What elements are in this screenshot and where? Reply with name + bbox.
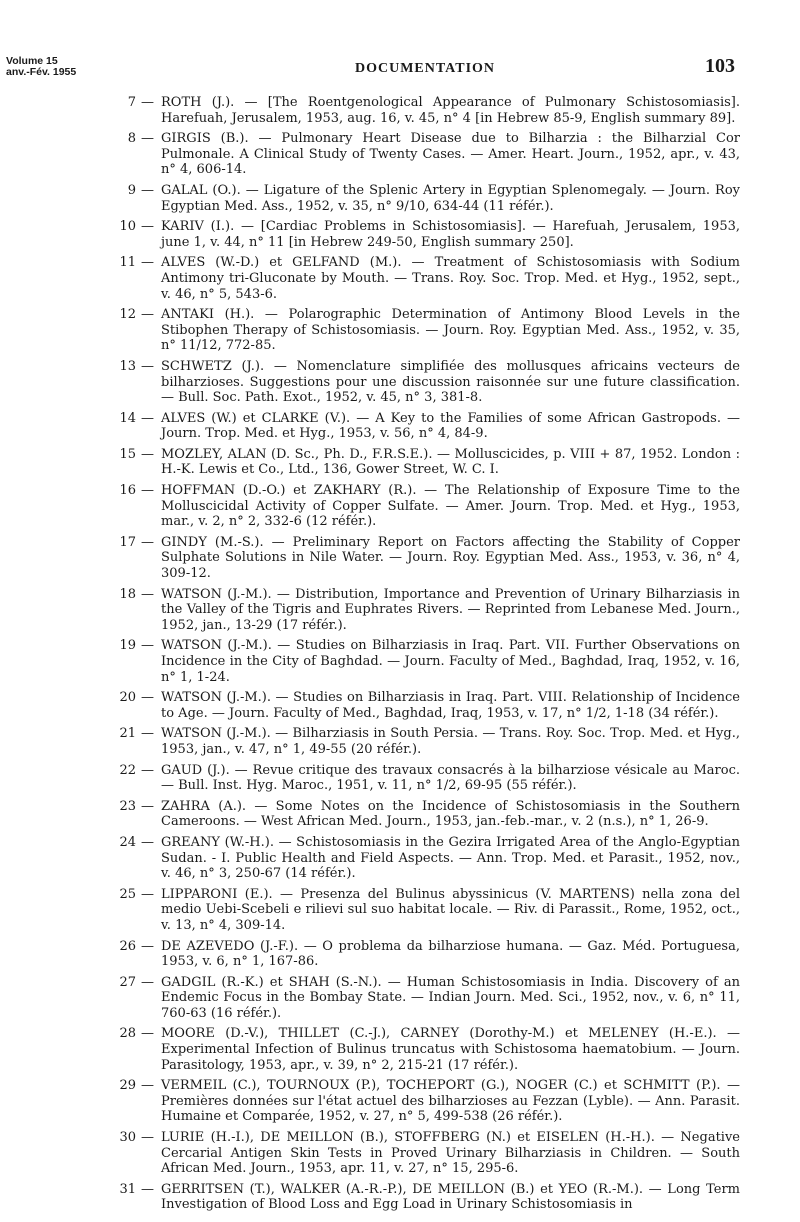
reference-number: 16 <box>119 483 136 499</box>
reference-text: DE AZEVEDO (J.-F.). — O problema da bilharziose humana. — Gaz. Méd. Portuguesa, 1953, v. 6, n° 1, 167-86. <box>161 938 740 970</box>
reference-number: 21 <box>119 726 136 742</box>
volume-info <box>6 56 76 78</box>
reference-number: 29 <box>119 1078 136 1094</box>
reference-text: ZAHRA (A.). — Some Notes on the Incidence of Schistosomiasis in the Southern Cameroons. — West African Med. Journ., 1953, jan.-feb.-mar., v. 2 (n.s.), n° 1, 26-9. <box>161 798 740 830</box>
reference-text: HOFFMAN (D.-O.) et ZAKHARY (R.). — The Relationship of Exposure Time to the Molluscicidal Activity of Copper Sulfate. — Amer. Journ. Trop. Med. et Hyg., 1953, mar., v. 2, n° 2, 332-6 (12 référ.). <box>161 483 740 530</box>
reference-entry <box>0 1026 800 1073</box>
reference-entry <box>0 255 800 302</box>
reference-entry <box>0 183 800 214</box>
reference-entry <box>0 1078 800 1125</box>
reference-text: ROTH (J.). — [The Roentgenological Appearance of Pulmonary Schistosomiasis]. Harefuah, Jerusalem, 1953, aug. 16, v. 45, n° 4 [in Hebrew 85-9, English summary 89]. <box>161 95 740 126</box>
reference-entry <box>0 638 800 685</box>
dash: — <box>141 131 154 147</box>
dash: — <box>141 762 154 778</box>
reference-entry <box>0 975 800 1022</box>
dash: — <box>141 638 154 654</box>
reference-number: 7 <box>127 95 136 110</box>
reference-entry <box>0 447 800 478</box>
dash: — <box>141 446 154 462</box>
reference-number: 8 <box>127 131 136 147</box>
running-title: DOCUMENTATION <box>355 61 496 76</box>
dash: — <box>141 255 154 271</box>
reference-text: GALAL (O.). — Ligature of the Splenic Artery in Egyptian Splenomegaly. — Journ. Roy Egyptian Med. Ass., 1952, v. 35, n° 9/10, 634-44 (11 référ.). <box>161 182 740 214</box>
dash: — <box>141 834 154 850</box>
dash: — <box>141 534 154 550</box>
reference-number: 26 <box>119 938 136 954</box>
reference-text: GADGIL (R.-K.) et SHAH (S.-N.). — Human Schistosomiasis in India. Discovery of an Endemic Focus in the Bombay State. — Indian Journ. Med. Sci., 1952, nov., v. 6, n° 11, 760-63 (16 référ.). <box>161 974 740 1021</box>
reference-number: 23 <box>119 798 136 814</box>
reference-text: SCHWETZ (J.). — Nomenclature simplifiée des mollusques africains vecteurs de bilharzioses. Suggestions pour une discussion raisonnée sur une future classification. — Bull. Soc. Path. Exot., 1952, v. 45, n° 3, 381-8. <box>161 358 740 406</box>
reference-text: ANTAKI (H.). — Polarographic Determination of Antimony Blood Levels in the Stibophen Therapy of Schistosomiasis. — Journ. Roy. Egyptian Med. Ass., 1952, v. 35, n° 11/12, 772-85. <box>161 307 740 354</box>
dash: — <box>141 586 154 602</box>
reference-entry <box>0 835 800 882</box>
reference-number: 17 <box>119 534 136 550</box>
dash: — <box>141 1130 154 1146</box>
dash: — <box>141 798 154 814</box>
reference-number: 31 <box>119 1181 136 1197</box>
page-number: 103 <box>705 55 735 77</box>
reference-entry <box>0 219 800 250</box>
reference-number: 13 <box>119 358 136 374</box>
dash: — <box>141 95 154 110</box>
dash: — <box>141 886 154 902</box>
reference-entry <box>0 483 800 530</box>
dash: — <box>141 483 154 499</box>
volume-line: Volume 15 <box>6 55 58 67</box>
reference-number: 11 <box>119 255 136 271</box>
reference-text: MOORE (D.-V.), THILLET (C.-J.), CARNEY (Dorothy-M.) et MELENEY (H.-E.). — Experimental Infection of Bulinus truncatus with Schistosoma haematobium. — Journ. Parasitology, 1953, apr., v. 39, n° 2, 215-21 (17 référ.). <box>161 1026 740 1073</box>
reference-number: 12 <box>119 307 136 323</box>
dash: — <box>141 690 154 706</box>
reference-number: 25 <box>119 886 136 902</box>
reference-entry <box>0 411 800 442</box>
reference-text: GERRITSEN (T.), WALKER (A.-R.-P.), DE MEILLON (B.) et YEO (R.-M.). — Long Term Investigation of Blood Loss and Egg Load in Urinary Schistosomiasis in <box>161 1181 740 1213</box>
reference-entry <box>0 726 800 757</box>
reference-number: 22 <box>119 762 136 778</box>
reference-number: 15 <box>119 446 136 462</box>
reference-number: 19 <box>119 638 136 654</box>
reference-text: GAUD (J.). — Revue critique des travaux consacrés à la bilharziose vésicale au Maroc. — Bull. Inst. Hyg. Maroc., 1951, v. 11, n° 1/2, 69-95 (55 référ.). <box>161 762 740 794</box>
reference-number: 28 <box>119 1026 136 1042</box>
reference-text: MOZLEY, ALAN (D. Sc., Ph. D., F.R.S.E.). — Molluscicides, p. VIII + 87, 1952. London : H.-K. Lewis et Co., Ltd., 136, Gower Street, W. C. I. <box>161 446 740 478</box>
reference-list <box>0 95 800 1218</box>
reference-text: ALVES (W.-D.) et GELFAND (M.). — Treatment of Schistosomiasis with Sodium Antimony tri-Gluconate by Mouth. — Trans. Roy. Soc. Trop. Med. et Hyg., 1952, sept., v. 46, n° 5, 543-6. <box>161 255 740 302</box>
reference-text: WATSON (J.-M.). — Distribution, Importance and Prevention of Urinary Bilharziasis in the Valley of the Tigris and Euphrates Rivers. — Reprinted from Lebanese Med. Journ., 1952, jan., 13-29 (17 référ.). <box>161 586 740 633</box>
dash: — <box>141 182 154 198</box>
reference-number: 14 <box>119 410 136 426</box>
reference-number: 9 <box>127 182 136 198</box>
dash: — <box>141 1026 154 1042</box>
reference-entry <box>0 939 800 970</box>
reference-number: 27 <box>119 974 136 990</box>
reference-text: ALVES (W.) et CLARKE (V.). — A Key to the Families of some African Gastropods. — Journ. Trop. Med. et Hyg., 1953, v. 56, n° 4, 84-9. <box>161 410 740 442</box>
reference-text: WATSON (J.-M.). — Bilharziasis in South Persia. — Trans. Roy. Soc. Trop. Med. et Hyg., 1953, jan., v. 47, n° 1, 49-55 (20 référ.). <box>161 726 740 757</box>
reference-entry <box>0 1182 800 1213</box>
reference-text: KARIV (I.). — [Cardiac Problems in Schistosomiasis]. — Harefuah, Jerusalem, 1953, june 1, v. 44, n° 11 [in Hebrew 249-50, English summary 250]. <box>161 219 740 250</box>
reference-text: GREANY (W.-H.). — Schistosomiasis in the Gezira Irrigated Area of the Anglo-Egyptian Sudan. - I. Public Health and Field Aspects. — Ann. Trop. Med. et Parasit., 1952, nov., v. 46, n° 3, 250-67 (14 référ.). <box>161 834 740 882</box>
reference-number: 24 <box>119 834 136 850</box>
reference-text: LIPPARONI (E.). — Presenza del Bulinus abyssinicus (V. MARTENS) nella zona del medio Uebi-Scebeli e rilievi sul suo habitat locale. — Riv. di Parassit., Rome, 1952, oct., v. 13, n° 4, 309-14. <box>161 886 740 933</box>
reference-entry <box>0 1130 800 1177</box>
reference-entry <box>0 359 800 406</box>
reference-number: 20 <box>119 690 136 706</box>
dash: — <box>141 726 154 742</box>
reference-text: VERMEIL (C.), TOURNOUX (P.), TOCHEPORT (G.), NOGER (C.) et SCHMITT (P.). — Premières données sur l'état actuel des bilharzioses au Fezzan (Lyble). — Ann. Parasit. Humaine et Comparée, 1952, v. 27, n° 5, 499-538 (26 référ.). <box>161 1078 740 1125</box>
reference-text: WATSON (J.-M.). — Studies on Bilharziasis in Iraq. Part. VII. Further Observations on Incidence in the City of Baghdad. — Journ. Faculty of Med., Baghdad, Iraq, 1952, v. 16, n° 1, 1-24. <box>161 638 740 685</box>
reference-entry <box>0 799 800 830</box>
reference-entry <box>0 95 800 126</box>
reference-number: 10 <box>119 219 136 235</box>
dash: — <box>141 1181 154 1197</box>
dash: — <box>141 358 154 374</box>
dash: — <box>141 410 154 426</box>
reference-entry <box>0 131 800 178</box>
dash: — <box>141 974 154 990</box>
reference-entry <box>0 763 800 794</box>
reference-text: WATSON (J.-M.). — Studies on Bilharziasis in Iraq. Part. VIII. Relationship of Incidence to Age. — Journ. Faculty of Med., Baghdad, Iraq, 1953, v. 17, n° 1/2, 1-18 (34 référ.). <box>161 690 740 721</box>
dash: — <box>141 938 154 954</box>
reference-number: 18 <box>119 586 136 602</box>
reference-entry <box>0 307 800 354</box>
reference-entry <box>0 887 800 934</box>
reference-entry <box>0 690 800 721</box>
dash: — <box>141 1078 154 1094</box>
reference-text: LURIE (H.-I.), DE MEILLON (B.), STOFFBERG (N.) et EISELEN (H.-H.). — Negative Cercarial Antigen Skin Tests in Proved Urinary Bilharziasis in Children. — South African Med. Journ., 1953, apr. 11, v. 27, n° 15, 295-6. <box>161 1130 740 1177</box>
dash: — <box>141 307 154 323</box>
reference-text: GINDY (M.-S.). — Preliminary Report on Factors affecting the Stability of Copper Sulphate Solutions in Nile Water. — Journ. Roy. Egyptian Med. Ass., 1953, v. 36, n° 4, 309-12. <box>161 534 740 582</box>
reference-entry <box>0 535 800 582</box>
reference-entry <box>0 587 800 634</box>
reference-text: GIRGIS (B.). — Pulmonary Heart Disease due to Bilharzia : the Bilharzial Cor Pulmonale. A Clinical Study of Twenty Cases. — Amer. Heart. Journ., 1952, apr., v. 43, n° 4, 606-14. <box>161 131 740 178</box>
issue-date-line: anv.-Fév. 1955 <box>6 66 77 78</box>
reference-number: 30 <box>119 1130 136 1146</box>
dash: — <box>141 219 154 235</box>
